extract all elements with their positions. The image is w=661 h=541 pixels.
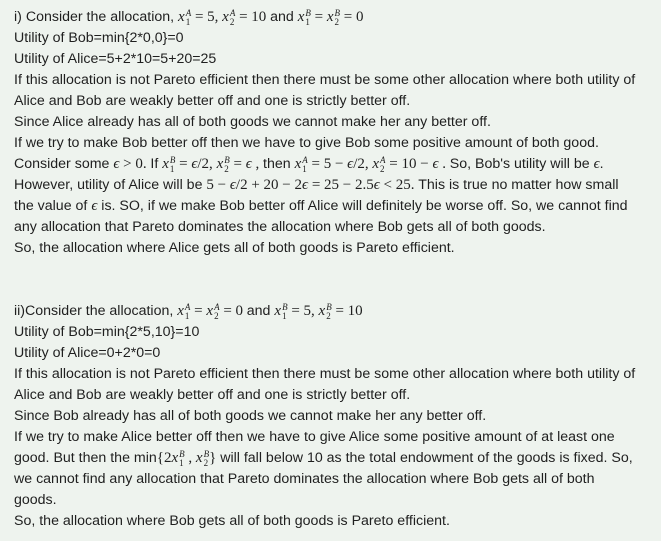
math-symbol: ϵ bbox=[191, 156, 198, 172]
math-symbol: ϵ bbox=[245, 156, 252, 172]
text-run: So, Bob's utility will be bbox=[449, 156, 594, 172]
math-text: {2 bbox=[156, 450, 172, 466]
text-run: the value of bbox=[14, 198, 92, 214]
math-text: = 5, bbox=[287, 303, 319, 319]
math-symbol: ϵ bbox=[302, 177, 309, 193]
math-variable: x A 2 bbox=[372, 154, 386, 174]
math-symbol: ϵ bbox=[432, 156, 439, 172]
math-text: = bbox=[310, 9, 327, 25]
math-text: } bbox=[209, 450, 217, 466]
text-line: any allocation that Pareto dominates the allocation where Bob gets all of both goods. bbox=[14, 219, 546, 235]
math-variable: x A 2 bbox=[222, 7, 236, 27]
math-text: = 0 bbox=[340, 9, 364, 25]
text-run: i) Consider the allocation, bbox=[14, 9, 179, 25]
text-line bbox=[14, 448, 633, 469]
math-variable: x B 1 bbox=[162, 154, 176, 174]
text-run: then bbox=[263, 156, 295, 172]
math-text: < 25. bbox=[379, 177, 419, 193]
math-symbol: ϵ bbox=[91, 198, 98, 214]
text-line: Utility of Bob=min{2*0,0}=0 bbox=[14, 30, 184, 46]
math-variable: x A 1 bbox=[294, 154, 308, 174]
math-text: , bbox=[184, 450, 196, 466]
math-symbol: ϵ bbox=[593, 156, 600, 172]
text-run: and bbox=[246, 303, 275, 319]
math-text: /2, bbox=[353, 156, 373, 172]
math-text: . bbox=[438, 156, 450, 172]
math-text: = 25 − 2.5 bbox=[308, 177, 374, 193]
text-line: Utility of Alice=0+2*0=0 bbox=[14, 345, 161, 361]
math-text: = bbox=[175, 156, 192, 172]
math-variable: x B 2 bbox=[195, 448, 210, 468]
text-line bbox=[14, 175, 619, 196]
text-run: good. But then the min bbox=[14, 450, 157, 466]
math-text: = 10 − bbox=[385, 156, 433, 172]
math-text: = 0 bbox=[219, 303, 247, 319]
math-variable: x A 1 bbox=[177, 301, 191, 321]
text-line: Alice and Bob are weakly better off and one is strictly better off. bbox=[14, 387, 411, 403]
text-line: If this allocation is not Pareto efficient then there must be some other allocation where both utility of bbox=[14, 366, 636, 382]
text-run: ii)Consider the allocation, bbox=[14, 303, 178, 319]
math-text: /2, bbox=[197, 156, 217, 172]
math-text: /2 + 20 − 2 bbox=[235, 177, 303, 193]
math-text: , bbox=[251, 156, 263, 172]
math-variable: x B 2 bbox=[318, 301, 332, 321]
text-line: So, the allocation where Bob gets all of both goods is Pareto efficient. bbox=[14, 513, 450, 529]
text-line: If we try to make Alice better off then we have to give Alice some positive amount of at least one bbox=[14, 429, 615, 445]
text-line: Since Alice already has all of both goods we cannot make her any better off. bbox=[14, 114, 491, 130]
math-symbol: ϵ bbox=[113, 156, 120, 172]
math-symbol: ϵ bbox=[229, 177, 236, 193]
text-run: is. SO, if we make Bob better off Alice will definitely be worse off. So, we cannot find bbox=[97, 198, 628, 214]
math-symbol: ϵ bbox=[347, 156, 354, 172]
math-text: = bbox=[229, 156, 246, 172]
text-line: So, the allocation where Alice gets all of both goods is Pareto efficient. bbox=[14, 240, 455, 256]
math-text: = 5, bbox=[191, 9, 223, 25]
math-text: > 0. bbox=[119, 156, 151, 172]
text-line bbox=[14, 196, 628, 217]
math-variable: x B 1 bbox=[297, 7, 311, 27]
text-line: If this allocation is not Pareto efficient then there must be some other allocation where both utility of bbox=[14, 72, 636, 88]
text-line: If we try to make Bob better off then we have to give Bob some positive amount of both good. bbox=[14, 135, 599, 151]
text-line bbox=[14, 154, 604, 175]
text-line: Utility of Alice=5+2*10=5+20=25 bbox=[14, 51, 217, 67]
math-text: 5 − bbox=[206, 177, 230, 193]
text-run: This is true no matter how small bbox=[418, 177, 619, 193]
math-text: = 10 bbox=[331, 303, 363, 319]
text-line: we cannot find any allocation that Pareto dominates the allocation where Bob gets all of both bbox=[14, 471, 595, 487]
math-variable: x B 2 bbox=[216, 154, 230, 174]
text-run: and bbox=[270, 9, 298, 25]
math-variable: x B 1 bbox=[171, 448, 185, 468]
text-line: Since Bob already has all of both goods we cannot make her any better off. bbox=[14, 408, 487, 424]
text-line bbox=[14, 7, 363, 28]
math-variable: x B 1 bbox=[274, 301, 288, 321]
math-text: = 10 bbox=[235, 9, 271, 25]
math-variable: x A 2 bbox=[206, 301, 220, 321]
text-run: will fall below 10 as the total endowment of the goods is fixed. So, bbox=[216, 450, 633, 466]
math-variable: x A 1 bbox=[178, 7, 192, 27]
math-symbol: ϵ bbox=[373, 177, 380, 193]
text-run: Consider some bbox=[14, 156, 114, 172]
math-text: = 5 − bbox=[307, 156, 348, 172]
text-line: Utility of Bob=min{2*5,10}=10 bbox=[14, 324, 200, 340]
text-run: . bbox=[599, 156, 604, 172]
math-variable: x B 2 bbox=[326, 7, 340, 27]
text-line bbox=[14, 301, 363, 322]
text-line: Alice and Bob are weakly better off and one is strictly better off. bbox=[14, 93, 411, 109]
text-run: However, utility of Alice will be bbox=[14, 177, 207, 193]
math-text: = bbox=[190, 303, 207, 319]
text-run: If bbox=[150, 156, 163, 172]
text-line: goods. bbox=[14, 492, 57, 508]
